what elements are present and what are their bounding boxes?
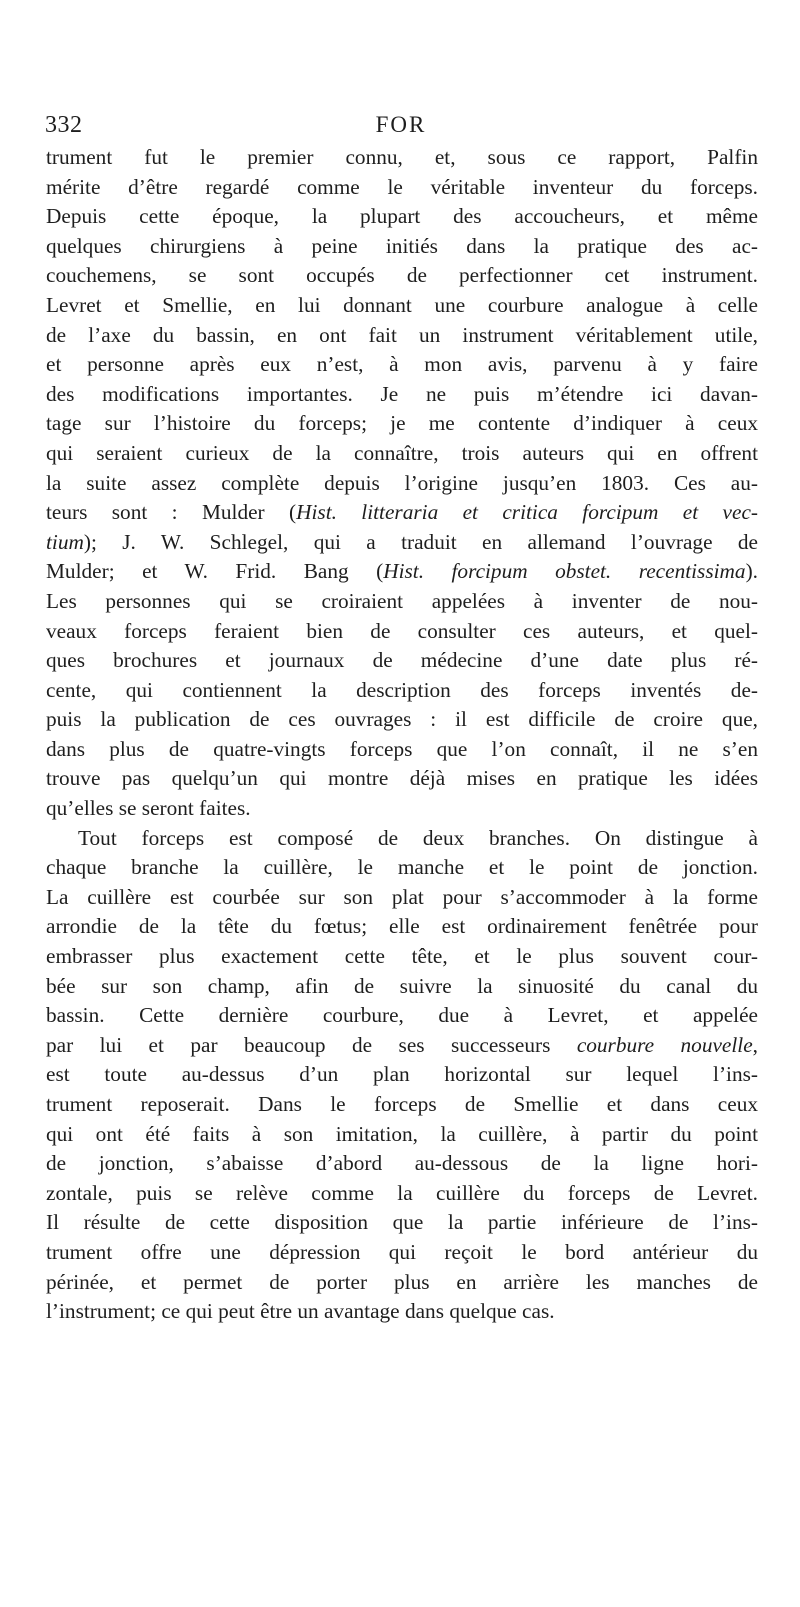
text-line: trument offre une dépression qui reçoit le bord antérieur du xyxy=(46,1239,758,1264)
text-segment: par lui et par beaucoup de ses successeurs xyxy=(46,1032,577,1057)
text-line: tage sur l’histoire du forceps; je me contente d’indiquer à ceux xyxy=(46,411,758,436)
text-line: couchemens, se sont occupés de perfectionner cet instrument. xyxy=(46,263,758,288)
text-line: est toute au-dessus d’un plan horizontal sur lequel l’ins- xyxy=(46,1062,758,1087)
text-segment: , xyxy=(752,1032,758,1057)
text-line: trument fut le premier connu, et, sous ce rapport, Palfin xyxy=(46,145,758,169)
paragraph-2 xyxy=(46,824,758,1327)
text-line: cente, qui contiennent la description des forceps inventés de- xyxy=(46,677,758,702)
text-line: La cuillère est courbée sur son plat pour s’accommoder à la forme xyxy=(46,884,758,909)
text-line xyxy=(46,498,758,528)
text-segment: ); J. W. Schlegel, qui a traduit en allemand l’ouvrage de xyxy=(83,529,758,554)
text-segment: ). xyxy=(745,559,758,584)
page-header xyxy=(45,112,757,146)
body-text xyxy=(46,143,758,1327)
text-line: périnée, et permet de porter plus en arrière les manches de xyxy=(46,1269,758,1294)
text-line: qui ont été faits à son imitation, la cuillère, à partir du point xyxy=(46,1121,758,1146)
italic-text: tium xyxy=(46,529,84,554)
text-line xyxy=(46,557,758,587)
text-line: Depuis cette époque, la plupart des accoucheurs, et même xyxy=(46,204,758,229)
page-number: 332 xyxy=(45,112,83,138)
italic-text: courbure nouvelle xyxy=(576,1032,753,1057)
text-line xyxy=(46,1031,758,1061)
text-line: veaux forceps feraient bien de consulter ces auteurs, et quel- xyxy=(46,618,758,643)
text-line: bée sur son champ, afin de suivre la sinuosité du canal du xyxy=(46,973,758,998)
running-head: FOR xyxy=(375,112,427,137)
text-line: qui seraient curieux de la connaître, trois auteurs qui en offrent xyxy=(46,440,758,465)
text-line: Levret et Smellie, en lui donnant une courbure analogue à celle xyxy=(46,292,758,317)
text-line: ques brochures et journaux de médecine d’une date plus ré- xyxy=(46,648,758,673)
text-line: trument reposerait. Dans le forceps de Smellie et dans ceux xyxy=(46,1092,758,1116)
text-line: chaque branche la cuillère, le manche et le point de jonction. xyxy=(46,855,758,880)
text-segment: Mulder; et W. Frid. Bang ( xyxy=(46,559,384,584)
text-line: de jonction, s’abaisse d’abord au-dessous de la ligne hori- xyxy=(46,1151,758,1176)
text-line: Il résulte de cette disposition que la partie inférieure de l’ins- xyxy=(46,1210,758,1235)
text-line: mérite d’être regardé comme le véritable inventeur du forceps. xyxy=(46,174,758,199)
text-line: embrasser plus exactement cette tête, et le plus souvent cour- xyxy=(46,944,758,969)
paragraph-1 xyxy=(46,143,758,824)
text-line: bassin. Cette dernière courbure, due à Levret, et appelée xyxy=(46,1003,758,1028)
italic-text: Hist. litteraria et critica forcipum et vec- xyxy=(296,500,758,525)
italic-text: Hist. forcipum obstet. recentissima xyxy=(383,559,746,584)
text-line: de l’axe du bassin, en ont fait un instrument véritablement utile, xyxy=(46,322,758,347)
text-line: zontale, puis se relève comme la cuillère du forceps de Levret. xyxy=(46,1180,758,1205)
text-line: qu’elles se seront faites. xyxy=(46,796,251,821)
text-line: des modifications importantes. Je ne puis m’étendre ici davan- xyxy=(46,381,758,406)
text-line: dans plus de quatre-vingts forceps que l’on connaît, il ne s’en xyxy=(46,736,758,761)
text-line xyxy=(46,528,758,558)
text-line: et personne après eux n’est, à mon avis, parvenu à y faire xyxy=(46,352,758,377)
text-line: quelques chirurgiens à peine initiés dans la pratique des ac- xyxy=(46,233,758,258)
text-line: arrondie de la tête du fœtus; elle est ordinairement fenêtrée pour xyxy=(46,914,758,939)
text-line: Tout forceps est composé de deux branches. On distingue à xyxy=(78,825,758,850)
text-line: l’instrument; ce qui peut être un avantage dans quelque cas. xyxy=(46,1299,555,1324)
text-line: Les personnes qui se croiraient appelées à inventer de nou- xyxy=(46,588,758,613)
text-segment: teurs sont : Mulder ( xyxy=(46,500,297,525)
text-line: trouve pas quelqu’un qui montre déjà mises en pratique les idées xyxy=(46,766,758,791)
text-line: puis la publication de ces ouvrages : il est difficile de croire que, xyxy=(46,707,758,732)
text-line: la suite assez complète depuis l’origine jusqu’en 1803. Ces au- xyxy=(46,470,758,495)
